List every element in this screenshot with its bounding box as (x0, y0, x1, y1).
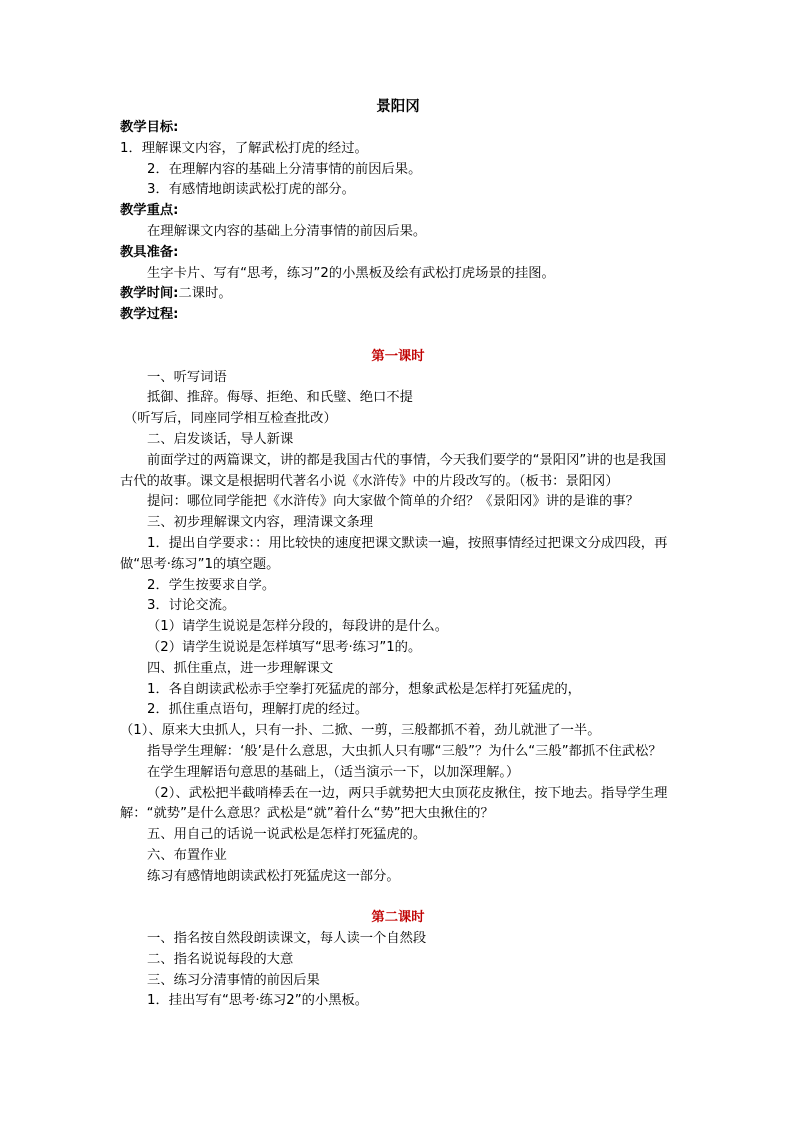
lesson1-line: （2）、武松把半截哨棒丢在一边，两只手就势把大虫顶花皮揪住，按下地去。指导学生理解：“就势”是什么意思？武松是“就”着什么“势”把大虫揪住的？ (120, 785, 668, 822)
time-text: 二课时。 (178, 286, 232, 302)
aids-heading: 教具准备: (120, 244, 179, 260)
lesson1-paragraph (120, 742, 676, 763)
lesson1-paragraph (120, 451, 676, 493)
objective-item: 1．理解课文内容，了解武松打虎的经过。 (120, 140, 368, 156)
document-title: 景阳冈 (376, 99, 420, 115)
lesson1-line: 2．学生按要求自学。 (147, 577, 276, 593)
lesson1-line: 指导学生理解：‘般’是什么意思，大虫抓人只有哪“三般”？为什么“三般”都抓不住武松？ (147, 743, 662, 759)
lesson1-line: （1）、原来大虫抓人，只有一扑、二掀、一剪，三般都抓不着，劲儿就泄了一半。 (120, 723, 601, 739)
lesson1-paragraph (120, 534, 676, 576)
lesson1-line: 六、布置作业 (147, 847, 227, 863)
document-page (120, 96, 676, 1012)
lesson1-line: 五、用自己的话说一说武松是怎样打死猛虎的。 (147, 827, 427, 843)
lesson1-line: 1．提出自学要求：：用比较快的速度把课文默读一遍，按照事情经过把课文分成四段，再做“思考·练习”1的填空题。 (120, 535, 668, 572)
aids-text: 生字卡片、写有“思考，练习”2的小黑板及绘有武松打虎场景的挂图。 (147, 265, 555, 281)
lesson1-line: 前面学过的两篇课文，讲的都是我国古代的事情，今天我们要学的“景阳冈”讲的也是我国古代的故事。课文是根据明代著名小说《水浒传》中的片段改写的。（板书：景阳冈） (120, 452, 667, 489)
lesson1-line: （2）请学生说说是怎样填写“思考·练习”1的。 (147, 639, 422, 655)
objectives-heading: 教学目标: (120, 120, 179, 135)
time-row (120, 284, 676, 305)
lesson1-paragraph (120, 784, 676, 826)
lesson2-title: 第二课时 (371, 910, 425, 926)
lesson1-line: 练习有感情地朗读武松打死猛虎这一部分。 (147, 868, 400, 884)
lesson1-line: 二、启发谈话，导人新课 (147, 431, 294, 447)
lesson1-line: 一、听写词语 (147, 369, 227, 385)
lesson1-line: 四、抓住重点，进一步理解课文 (147, 660, 334, 676)
lesson2-line: 二、指名说说每段的大意 (147, 951, 294, 967)
lesson1-line: 抵御、推辞。侮辱、拒绝、和氏璧、绝口不提 (147, 390, 413, 406)
lesson1-line: 1．各自朗读武松赤手空拳打死猛虎的部分，想象武松是怎样打死猛虎的， (147, 681, 581, 697)
time-heading: 教学时间: (120, 286, 179, 302)
spacer (120, 326, 676, 347)
lesson1-line: 在学生理解语句意思的基础上，（适当演示一下，以加深理解。） (147, 764, 520, 780)
objective-item: 2．在理解内容的基础上分清事情的前因后果。 (147, 161, 422, 177)
lesson1-line: 2．抓住重点语句，理解打虎的经过。 (147, 702, 369, 718)
focus-heading: 教学重点: (120, 203, 179, 219)
lesson1-line: 3．讨论交流。 (147, 598, 236, 614)
focus-text: 在理解课文内容的基础上分清事情的前因后果。 (147, 223, 427, 239)
process-heading: 教学过程: (120, 307, 179, 323)
lesson1-line: 提问：哪位同学能把《水浒传》向大家做个简单的介绍？《景阳冈》讲的是谁的事？ (147, 494, 639, 510)
lesson2-line: 三、练习分清事情的前因后果 (147, 972, 320, 988)
lesson1-line: （听写后，同座同学相互检查批改） (124, 411, 337, 427)
lesson1-line: （1）请学生说说是怎样分段的，每段讲的是什么。 (147, 619, 448, 635)
lesson2-line: 1．挂出写有“思考·练习2”的小黑板。 (147, 993, 369, 1009)
lesson1-title: 第一课时 (371, 348, 425, 364)
lesson1-line: 三、初步理解课文内容，理清课文条理 (147, 515, 374, 531)
lesson2-line: 一、指名按自然段朗读课文，每人读一个自然段 (147, 931, 427, 947)
spacer (120, 887, 676, 908)
objective-item: 3．有感情地朗读武松打虎的部分。 (147, 182, 355, 198)
